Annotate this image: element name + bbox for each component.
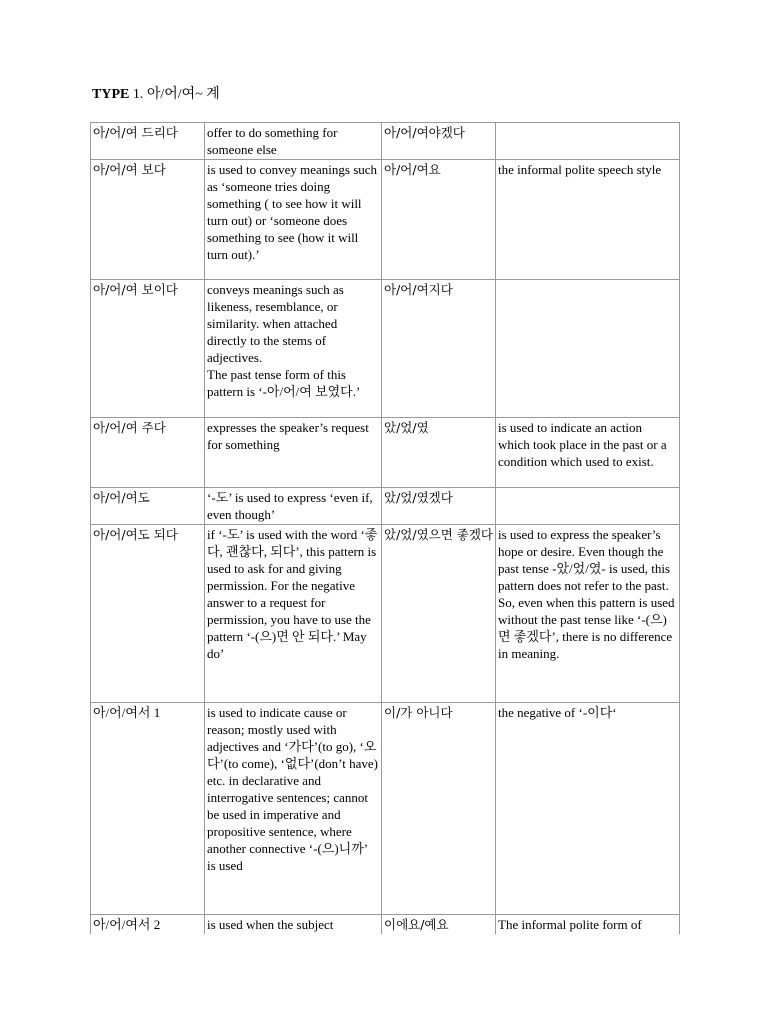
description-cell — [496, 488, 680, 525]
table-row — [91, 123, 680, 160]
pattern-cell: 았/었/였겠다 — [382, 488, 496, 525]
description-cell — [496, 123, 680, 160]
table-row — [91, 418, 680, 488]
pattern-cell: 아/어/여요 — [382, 160, 496, 280]
pattern-cell: 아/어/여 보다 — [91, 160, 205, 280]
pattern-cell: 아/어/여도 되다 — [91, 525, 205, 703]
description-cell: is used to indicate cause or reason; mostly used with adjectives and ‘가다’(to go), ‘오다’(to come), ‘없다’(don’t have) etc. in declarative and interrogative sentences; cannot be used in imperative and propositive sentence, where another connective ‘-(으)니까’ is used — [205, 703, 382, 915]
description-cell: expresses the speaker’s request for something — [205, 418, 382, 488]
title-type-label: TYPE — [92, 87, 130, 102]
description-cell: if ‘-도’ is used with the word ‘좋다, 괜찮다, 되다’, this pattern is used to ask for and giving permission. For the negative answer to a request for permission, you have to use the pattern ‘-(으)면 안 되다.’ May do’ — [205, 525, 382, 703]
table-row — [91, 703, 680, 915]
description-cell: is used when the subject — [205, 915, 382, 955]
page-bottom-margin — [88, 934, 688, 1034]
description-cell: the negative of ‘-이다‘ — [496, 703, 680, 915]
description-cell: conveys meanings such as likeness, resemblance, or similarity. when attached directly to the stems of adjectives. The past tense form of this pattern is ‘-아/어/여 보였다.’ — [205, 280, 382, 418]
description-cell: is used to indicate an action which took place in the past or a condition which used to exist. — [496, 418, 680, 488]
pattern-cell: 아/어/여서 2 — [91, 915, 205, 955]
page-title — [92, 86, 220, 104]
pattern-cell: 아/어/여 보이다 — [91, 280, 205, 418]
pattern-cell: 아/어/여도 — [91, 488, 205, 525]
pattern-cell: 아/어/여 드리다 — [91, 123, 205, 160]
description-cell: is used to convey meanings such as ‘someone tries doing something ( to see how it will turn out) or ‘someone does something to see (how it will turn out).’ — [205, 160, 382, 280]
description-cell: is used to express the speaker’s hope or desire. Even though the past tense -았/었/였- is used, this pattern does not refer to the past. So, even when this pattern is used without the past tense like ‘-(으)면 좋겠다’, there is no difference in meaning. — [496, 525, 680, 703]
description-cell — [496, 280, 680, 418]
table-row — [91, 160, 680, 280]
description-cell: the informal polite speech style — [496, 160, 680, 280]
title-rest: 1. 아/어/여~ 계 — [129, 87, 220, 102]
pattern-cell: 아/어/여지다 — [382, 280, 496, 418]
table-row — [91, 525, 680, 703]
description-cell: offer to do something for someone else — [205, 123, 382, 160]
table-row — [91, 488, 680, 525]
pattern-cell: 아/어/여서 1 — [91, 703, 205, 915]
pattern-cell: 이/가 아니다 — [382, 703, 496, 915]
pattern-cell: 았/었/였 — [382, 418, 496, 488]
description-cell: The informal polite form of — [496, 915, 680, 955]
grammar-table — [90, 122, 680, 955]
description-cell: ‘-도’ is used to express ‘even if, even though’ — [205, 488, 382, 525]
pattern-cell: 아/어/여야겠다 — [382, 123, 496, 160]
pattern-cell: 이에요/예요 — [382, 915, 496, 955]
pattern-cell: 아/어/여 주다 — [91, 418, 205, 488]
pattern-cell: 았/었/였으면 좋겠다 — [382, 525, 496, 703]
table-row — [91, 280, 680, 418]
